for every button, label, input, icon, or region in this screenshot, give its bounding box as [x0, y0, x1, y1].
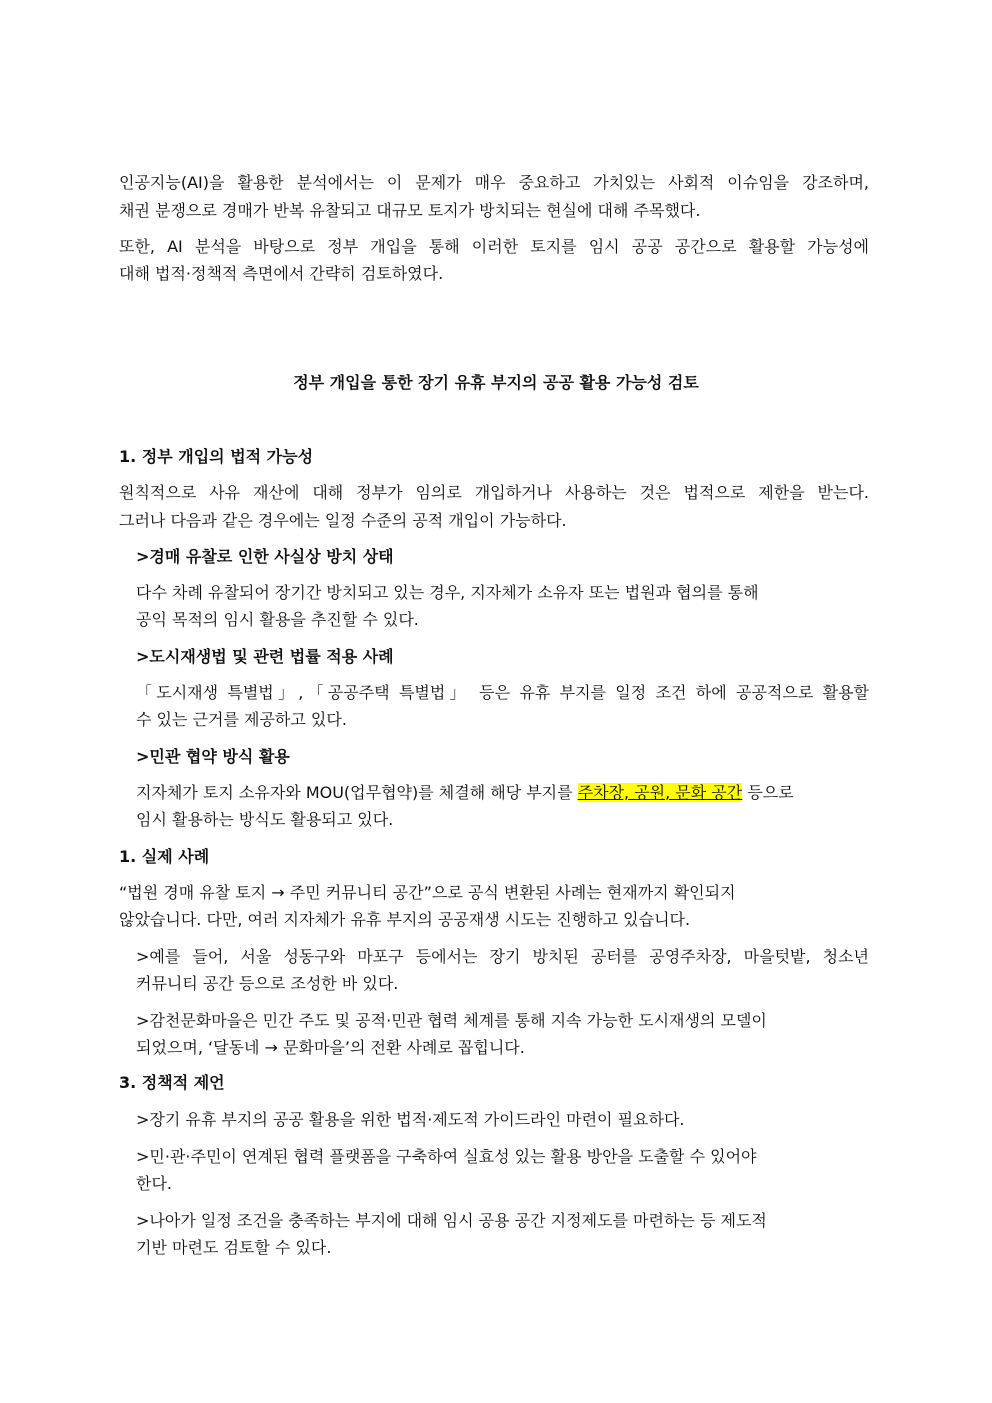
item3-line1-pre: 지자체가 토지 소유자와 MOU(업무협약)를 체결해 해당 부지를 — [136, 783, 578, 802]
section2-body-line2: 않았습니다. 다만, 여러 지자체가 유휴 부지의 공공재생 시도는 진행하고 있습니다. — [119, 910, 691, 929]
intro-p2-line2: 대해 법적·정책적 측면에서 간략히 검토하였다. — [119, 264, 444, 283]
intro-p1-line2: 채권 분쟁으로 경매가 반복 유찰되고 대규모 토지가 방치되는 현실에 대해 주목했다. — [119, 201, 701, 220]
section2-heading: 1. 실제 사례 — [119, 847, 210, 866]
proposal2-line1: >민·관·주민이 연계된 협력 플랫폼을 구축하여 실효성 있는 활용 방안을 도출할 수 있어야 — [136, 1147, 757, 1166]
item3-line2: 임시 활용하는 방식도 활용되고 있다. — [136, 810, 394, 829]
item2-line1: 「도시재생 특별법」,「공공주택 특별법」 등은 유휴 부지를 일정 조건 하에 공공적으로 활용할 — [136, 683, 869, 702]
item1-line2: 공익 목적의 임시 활용을 추진할 수 있다. — [136, 610, 419, 629]
item3-heading: >민관 협약 방식 활용 — [136, 747, 290, 766]
proposal3-line1: >나아가 일정 조건을 충족하는 부지에 대해 임시 공용 공간 지정제도를 마련하는 등 제도적 — [136, 1211, 767, 1230]
section1-heading: 1. 정부 개입의 법적 가능성 — [119, 447, 314, 466]
section1-body-line2: 그러나 다음과 같은 경우에는 일정 수준의 공적 개입이 가능하다. — [119, 511, 567, 530]
example1-line2: 커뮤니티 공간 등으로 조성한 바 있다. — [136, 974, 399, 993]
section3-heading: 3. 정책적 제언 — [119, 1073, 225, 1092]
example1-line1: >예를 들어, 서울 성동구와 마포구 등에서는 장기 방치된 공터를 공영주차장, 마을텃밭, 청소년 — [136, 947, 869, 966]
proposal1-line1: >장기 유휴 부지의 공공 활용을 위한 법적·제도적 가이드라인 마련이 필요하다. — [136, 1110, 685, 1129]
item3-line1 — [136, 780, 869, 806]
item2-heading: >도시재생법 및 관련 법률 적용 사례 — [136, 647, 394, 666]
item1-line1: 다수 차례 유찰되어 장기간 방치되고 있는 경우, 지자체가 소유자 또는 법원과 협의를 통해 — [136, 583, 759, 602]
item2-line2: 수 있는 근거를 제공하고 있다. — [136, 710, 347, 729]
intro-p2-line1: 또한, AI 분석을 바탕으로 정부 개입을 통해 이러한 토지를 임시 공공 공간으로 활용할 가능성에 — [119, 237, 869, 256]
proposal2-line2: 한다. — [136, 1174, 172, 1193]
proposal3-line2: 기반 마련도 검토할 수 있다. — [136, 1238, 332, 1257]
item3-line1-post: 등으로 — [742, 783, 794, 802]
item1-heading: >경매 유찰로 인한 사실상 방치 상태 — [136, 547, 394, 566]
section1-body-line1: 원칙적으로 사유 재산에 대해 정부가 임의로 개입하거나 사용하는 것은 법적으로 제한을 받는다. — [119, 483, 869, 502]
document-title: 정부 개입을 통한 장기 유휴 부지의 공공 활용 가능성 검토 — [293, 373, 699, 392]
section2-body-line1: “법원 경매 유찰 토지 → 주민 커뮤니티 공간”으로 공식 변환된 사례는 현재까지 확인되지 — [119, 883, 736, 902]
example2-line1: >감천문화마을은 민간 주도 및 공적·민관 협력 체계를 통해 지속 가능한 도시재생의 모델이 — [136, 1011, 767, 1030]
highlighted-text: 주차장, 공원, 문화 공간 — [577, 783, 743, 802]
example2-line2: 되었으며, ‘달동네 → 문화마을’의 전환 사례로 꼽힙니다. — [136, 1038, 525, 1057]
intro-p1-line1: 인공지능(AI)을 활용한 분석에서는 이 문제가 매우 중요하고 가치있는 사회적 이슈임을 강조하며, — [119, 173, 869, 192]
